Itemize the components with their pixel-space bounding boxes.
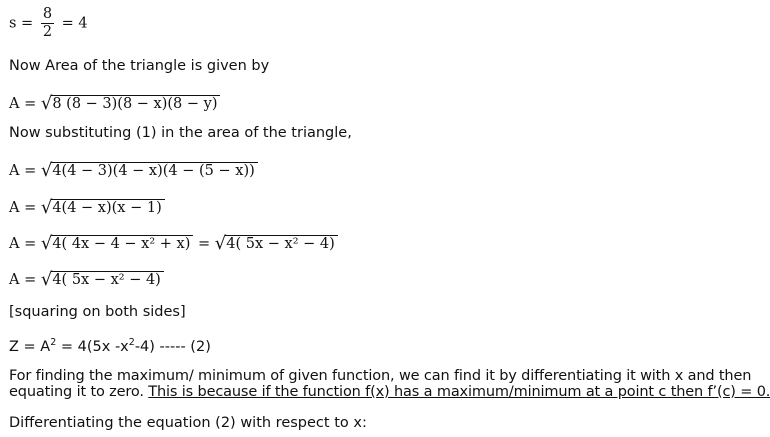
equation-z [9,337,211,355]
equation-area-simplified [9,196,165,217]
equation-s [9,6,88,41]
paragraph-plain: equating it to zero. [9,384,149,400]
equation-area-heron [9,92,220,113]
radicand: 8 (8 − 3)(8 − x)(8 − y) [51,95,220,112]
equals-sign: = [198,236,211,252]
text-area-intro: Now Area of the triangle is given by [9,58,270,74]
equation-area-final [9,268,164,289]
eq4-lhs: A = [9,236,37,252]
eq-z-part1: Z = A [9,338,51,355]
text-differentiating: Differentiating the equation (2) with respect to x: [9,415,367,431]
fraction-denominator: 2 [42,24,53,40]
paragraph-underlined: This is because if the function f(x) has a maximum/minimum at a point c then f’(c) = 0. [148,384,770,400]
radicand: 4( 5x − x² − 4) [51,271,164,288]
exponent: 2 [128,337,135,348]
sqrt-expression [41,232,194,253]
sqrt-expression [215,232,338,253]
text-paragraph-line1: For finding the maximum/ minimum of given function, we can find it by differentiating it with x and then [9,368,752,384]
radical-sign: √ [214,233,227,254]
sqrt-expression [41,159,258,180]
radicand: 4( 5x − x² − 4) [225,235,338,252]
radicand: 4(4 − 3)(4 − x)(4 − (5 − x)) [51,162,257,179]
text-paragraph-line2 [9,384,770,400]
eq-s-rhs: = 4 [61,15,88,32]
radical-sign: √ [40,197,53,218]
text-substitute: Now substituting (1) in the area of the triangle, [9,125,352,141]
radical-sign: √ [40,269,53,290]
equation-area-substituted [9,159,258,180]
fraction-numerator: 8 [42,6,53,22]
eq-z-part3: -4) ----- (2) [134,338,211,355]
eq5-lhs: A = [9,272,37,288]
sqrt-expression [41,268,164,289]
radicand: 4( 4x − 4 − x² + x) [51,235,193,252]
eq1-lhs: A = [9,96,37,112]
radical-sign: √ [40,93,53,114]
radicand: 4(4 − x)(x − 1) [51,199,164,216]
text-squaring: [squaring on both sides] [9,304,186,320]
sqrt-expression [41,92,221,113]
eq2-lhs: A = [9,163,37,179]
equation-area-expanded [9,232,338,253]
eq3-lhs: A = [9,200,37,216]
radical-sign: √ [40,160,53,181]
exponent: 2 [50,337,57,348]
sqrt-expression [41,196,165,217]
radical-sign: √ [40,233,53,254]
fraction [41,6,54,41]
eq-z-part2: = 4(5x -x [56,338,129,355]
eq-s-lhs: s = [9,15,34,32]
